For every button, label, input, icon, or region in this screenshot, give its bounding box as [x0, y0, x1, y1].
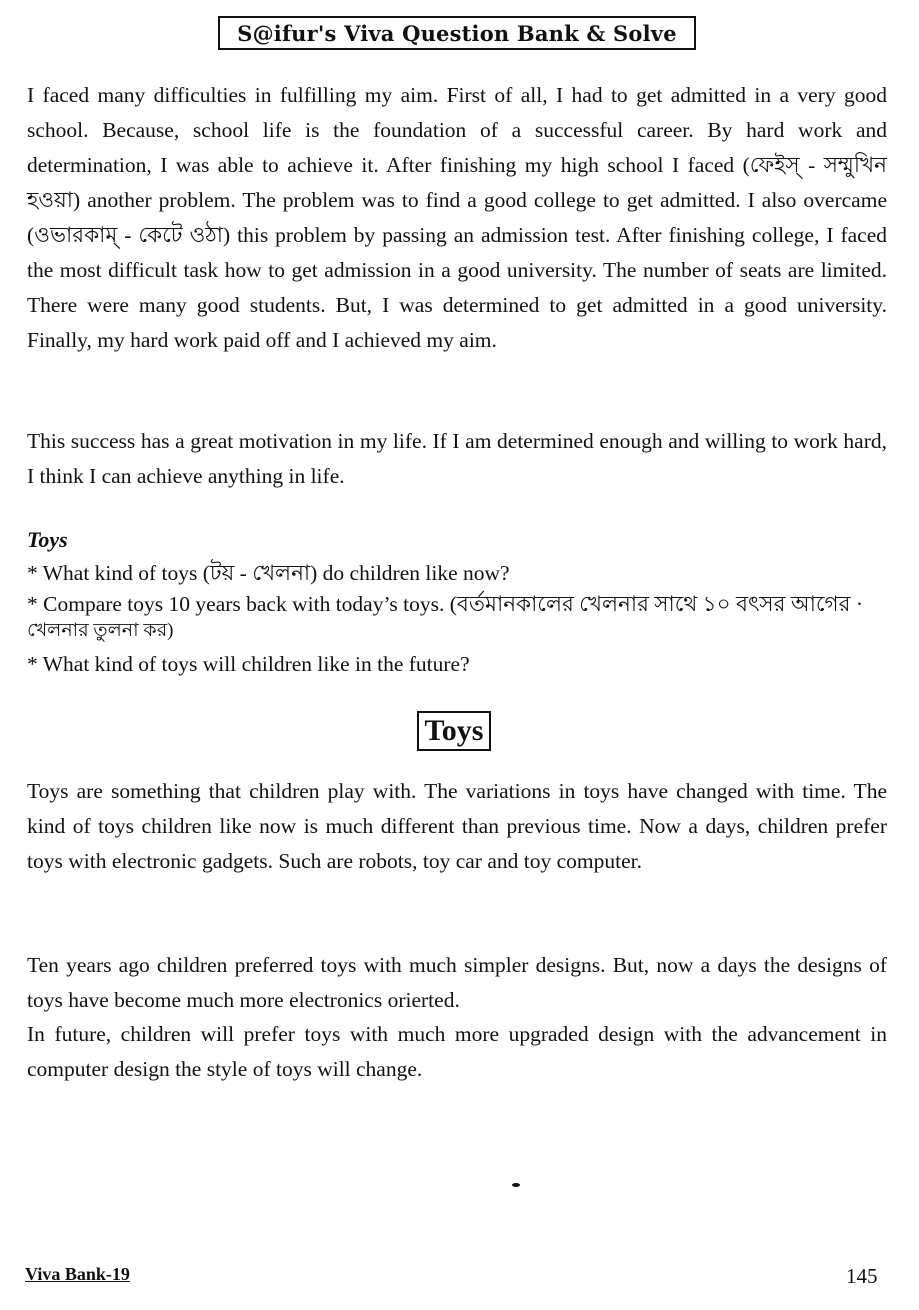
answer-paragraph-3: In future, children will prefer toys with much more upgraded design with the advancement in computer design the style of toys will change. [27, 1022, 887, 1081]
question-item: * What kind of toys will children like in the future? [27, 652, 470, 676]
question-item: * What kind of toys (টয় - খেলনা) do children like now? [27, 561, 510, 585]
answer-heading: Toys [417, 711, 491, 751]
answer-paragraph-2: Ten years ago children preferred toys with much simpler designs. But, now a days the designs of toys have become much more electronics orierted. [27, 953, 887, 1012]
questions-heading: Toys [27, 527, 68, 552]
intro-paragraph-1: I faced many difficulties in fulfilling my aim. First of all, I had to get admitted in a very good school. Because, school life is the foundation of a successful career. By hard work and determination, I was able to achieve it. After finishing my high school I faced (ফেইস্ - সম্মুখিন হওয়া) another problem. The problem was to find a good college to get admitted. I also overcame (ওভারকাম্ - কেটে ওঠা) this problem by passing an admission test. After finishing college, I faced the most difficult task how to get admission in a good university. The number of seats are limited. There were many good students. But, I was determined to get admitted in a good university. Finally, my hard work paid off and I achieved my aim. [27, 83, 887, 352]
intro-paragraph-2: This success has a great motivation in my life. If I am determined enough and willing to work hard, I think I can achieve anything in life. [27, 429, 887, 488]
scan-speck [512, 1183, 520, 1187]
page-number: 145 [846, 1264, 878, 1288]
footer-book-label: Viva Bank-19 [25, 1264, 130, 1284]
answer-paragraph-1: Toys are something that children play with. The variations in toys have changed with time. The kind of toys children like now is much different than previous time. Now a days, children prefer toys with electronic gadgets. Such are robots, toy car and toy computer. [27, 779, 887, 873]
question-item-continued: খেলনার তুলনা কর) [27, 620, 174, 641]
page-header-title: S@ifur's Viva Question Bank & Solve [218, 16, 696, 50]
question-item: * Compare toys 10 years back with today’s toys. (বর্তমানকালের খেলনার সাথে ১০ বৎসর আগের · [27, 592, 864, 616]
